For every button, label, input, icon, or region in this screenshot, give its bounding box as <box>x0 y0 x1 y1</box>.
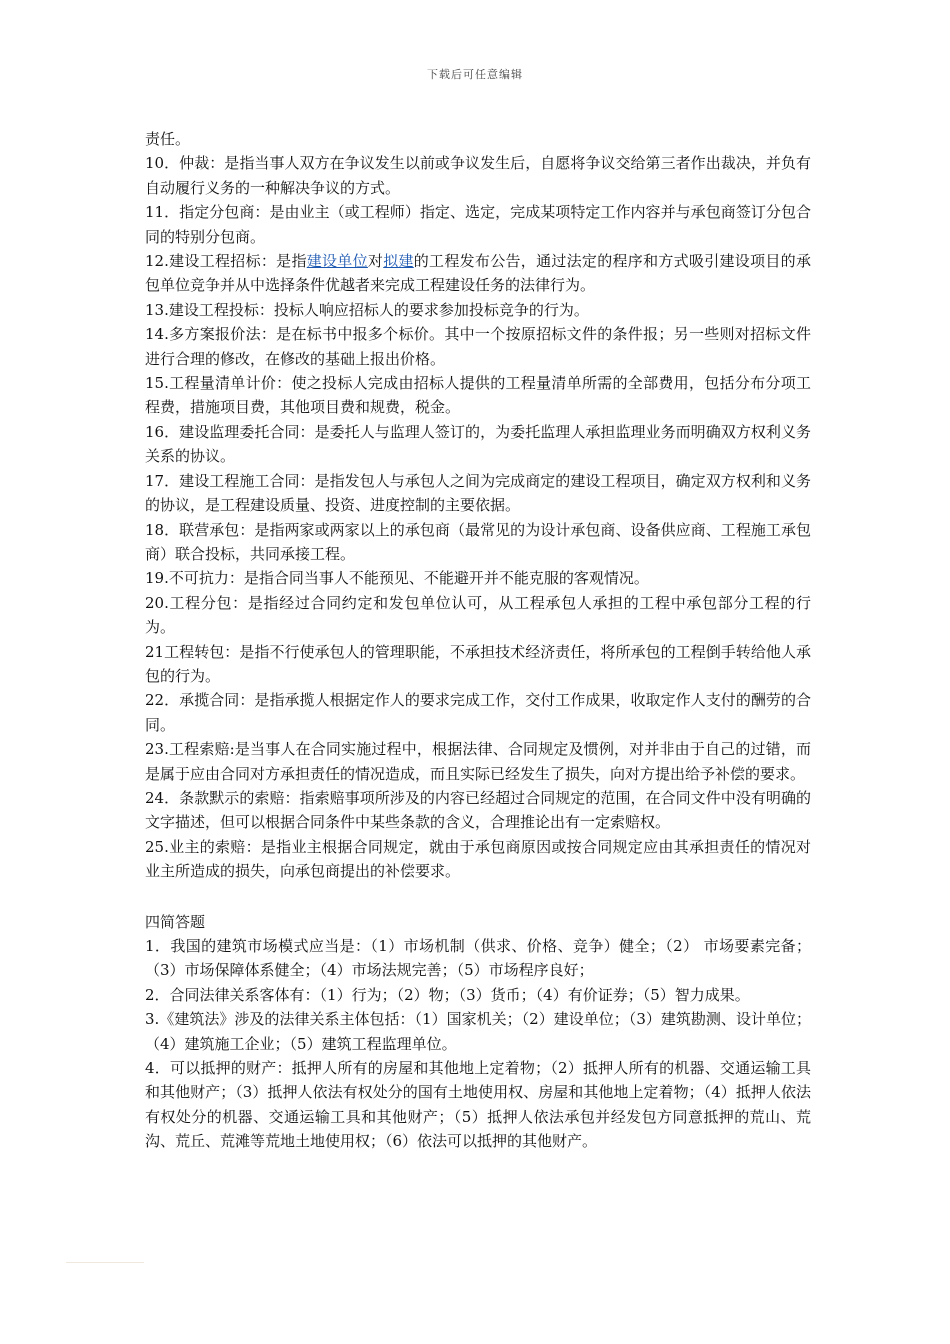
section-title: 四简答题 <box>145 912 206 931</box>
definition-item: 16．建设监理委托合同：是委托人与监理人签订的，为委托监理人承担监理业务而明确双方权利义务关系的协议。 <box>145 422 811 466</box>
definition-text: 对 <box>367 252 384 271</box>
answer-item: 3.《建筑法》涉及的法律关系主体包括：（1）国家机关；（2）建设单位；（3）建筑勘测、设计单位；（4）建筑施工企业；（5）建筑工程监理单位。 <box>145 1010 811 1053</box>
definition-item: 15.工程量清单计价：使之投标人完成由招标人提供的工程量清单所需的全部费用，包括分布分项工程费，措施项目费，其他项目费和规费，税金。 <box>145 374 811 417</box>
page-header: 下载后可任意编辑 <box>427 68 523 81</box>
definition-item <box>145 249 811 298</box>
definition-item: 11．指定分包商：是由业主（或工程师）指定、选定，完成某项特定工作内容并与承包商签订分包合同的特别分包商。 <box>145 203 811 246</box>
definition-item: 22．承揽合同：是指承揽人根据定作人的要求完成工作，交付工作成果，收取定作人支付的酬劳的合同。 <box>145 691 811 734</box>
definition-item: 18．联营承包：是指两家或两家以上的承包商（最常见的为设计承包商、设备供应商、工程施工承包商）联合投标，共同承接工程。 <box>145 520 811 563</box>
definition-item: 19.不可抗力：是指合同当事人不能预见、不能避开并不能克服的客观情况。 <box>145 569 649 588</box>
definition-item: 14.多方案报价法：是在标书中报多个标价。其中一个按原招标文件的条件报；另一些则对招标文件进行合理的修改，在修改的基础上报出价格。 <box>145 325 811 368</box>
definition-item: 13.建设工程投标：投标人响应招标人的要求参加投标竞争的行为。 <box>145 300 589 319</box>
definition-text: 12.建设工程招标：是指 <box>145 252 307 271</box>
definition-item: 25.业主的索赔：是指业主根据合同规定，就由于承包商原因或按合同规定应由其承担责任的情况对业主所造成的损失，向承包商提出的补偿要求。 <box>145 837 811 881</box>
definition-item: 10．仲裁：是指当事人双方在争议发生以前或争议发生后，自愿将争议交给第三者作出裁决，并负有自动履行义务的一种解决争议的方式。 <box>145 154 811 197</box>
definition-item: 21工程转包：是指不行使承包人的管理职能，不承担技术经济责任，将所承包的工程倒手转给他人承包的行为。 <box>145 642 811 685</box>
answer-item: 2．合同法律关系客体有：（1）行为；（2）物；（3）货币；（4）有价证券；（5）智力成果。 <box>145 985 750 1004</box>
link-proposed-construction[interactable]: 拟建 <box>383 252 414 271</box>
definition-item: 23.工程索赔:是当事人在合同实施过程中，根据法律、合同规定及惯例，对并非由于自己的过错，而是属于应由合同对方承担责任的情况造成，而且实际已经发生了损失，向对方提出给予补偿的要求。 <box>145 740 811 783</box>
footer-divider <box>66 1262 144 1263</box>
document-body <box>145 127 811 1154</box>
definition-text: 的工程发布公告，通过法定的程序和方式吸引建设项目的承包单位竞争并从中选择条件优越者来完成工程建设任务的法律行为。 <box>145 252 811 295</box>
definition-item: 责任。 <box>145 130 191 148</box>
link-construction-unit[interactable]: 建设单位 <box>306 252 368 271</box>
definition-item: 20.工程分包：是指经过合同约定和发包单位认可，从工程承包人承担的工程中承包部分工程的行为。 <box>145 593 811 637</box>
section-spacer <box>145 884 811 910</box>
answer-item: 4．可以抵押的财产：抵押人所有的房屋和其他地上定着物；（2）抵押人所有的机器、交通运输工具和其他财产；（3）抵押人依法有权处分的国有土地使用权、房屋和其他地上定着物；（4）抵押人依法有权处分的机器、交通运输工具和其他财产；（5）抵押人依法承包并经发包方同意抵押的荒山、荒沟、荒丘、荒滩等荒地土地使用权；（6）依法可以抵押的其他财产。 <box>145 1059 811 1151</box>
definition-item: 24．条款默示的索赔：指索赔事项所涉及的内容已经超过合同规定的范围，在合同文件中没有明确的文字描述，但可以根据合同条件中某些条款的含义，合理推论出有一定索赔权。 <box>145 788 811 832</box>
answer-item: 1．我国的建筑市场模式应当是：（1）市场机制（供求、价格、竞争）健全；（2） 市场要素完备；（3）市场保障体系健全；（4）市场法规完善；（5）市场程序良好； <box>145 937 811 980</box>
definition-item: 17．建设工程施工合同：是指发包人与承包人之间为完成商定的建设工程项目，确定双方权利和义务的协议，是工程建设质量、投资、进度控制的主要依据。 <box>145 471 811 515</box>
